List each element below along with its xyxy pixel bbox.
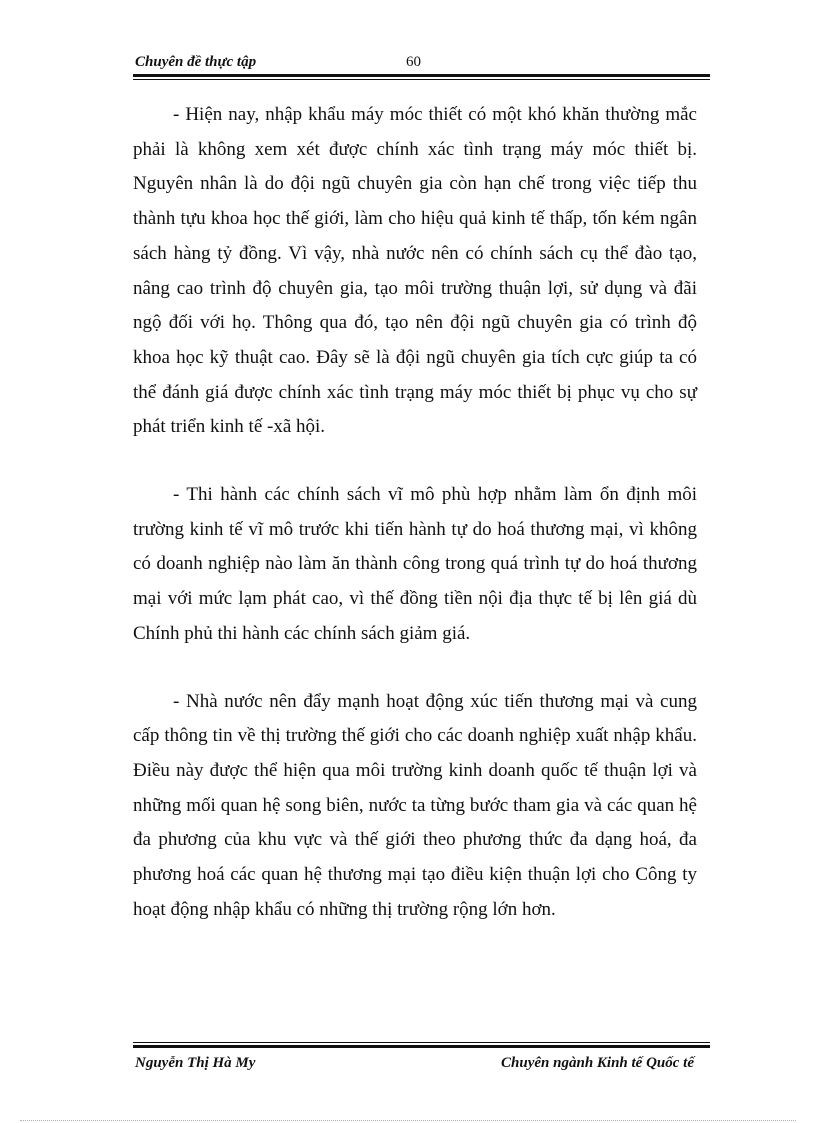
header-rule-thick (133, 74, 710, 77)
body-content (133, 98, 697, 960)
footer-rule-thin (133, 1042, 710, 1043)
page-number: 60 (406, 54, 421, 70)
paragraph-macro-policy: - Thi hành các chính sách vĩ mô phù hợp nhằm làm ổn định môi trường kinh tế vĩ mô trước khi tiến hành tự do hoá thương mại, vì không có doanh nghiệp nào làm ăn thành công trong quá trình tự do hoá thương mại với mức lạm phát cao, vì thế đồng tiền nội địa thực tế bị lên giá dù Chính phủ thi hành các chính sách giảm giá. (133, 484, 697, 644)
header-title: Chuyên đề thực tập (135, 54, 257, 70)
paragraph-trade-promotion: - Nhà nước nên đẩy mạnh hoạt động xúc tiến thương mại và cung cấp thông tin về thị trường thế giới cho các doanh nghiệp xuất nhập khẩu. Điều này được thể hiện qua môi trường kinh doanh quốc tế thuận lợi và những mối quan hệ song biên, nước ta từng bước tham gia và các quan hệ đa phương của khu vực và thế giới theo phương thức đa dạng hoá, đa phương hoá các quan hệ thương mại tạo điều kiện thuận lợi cho Công ty hoạt động nhập khẩu có những thị trường rộng lớn hơn. (133, 690, 697, 920)
footer-rule-thick (133, 1045, 710, 1048)
footer-major: Chuyên ngành Kinh tế Quốc tế (501, 1055, 694, 1071)
page-header (133, 52, 710, 74)
paragraph-experts: - Hiện nay, nhập khẩu máy móc thiết có một khó khăn thường mắc phải là không xem xét được chính xác tình trạng máy móc thiết bị. Nguyên nhân là do đội ngũ chuyên gia còn hạn chế trong việc tiếp thu thành tựu khoa học thế giới, làm cho hiệu quả kinh tế thấp, tốn kém ngân sách hàng tỷ đồng. Vì vậy, nhà nước nên có chính sách cụ thể đào tạo, nâng cao trình độ chuyên gia, tạo môi trường thuận lợi, sử dụng và đãi ngộ đối với họ. Thông qua đó, tạo nên đội ngũ chuyên gia có trình độ khoa học kỹ thuật cao. Đây sẽ là đội ngũ chuyên gia tích cực giúp ta có thể đánh giá được chính xác tình trạng máy móc thiết bị phục vụ cho sự phát triển kinh tế -xã hội. (133, 104, 697, 438)
header-rule-thin (133, 79, 710, 80)
page-edge-divider (20, 1120, 796, 1121)
footer-author: Nguyễn Thị Hà My (135, 1055, 256, 1071)
